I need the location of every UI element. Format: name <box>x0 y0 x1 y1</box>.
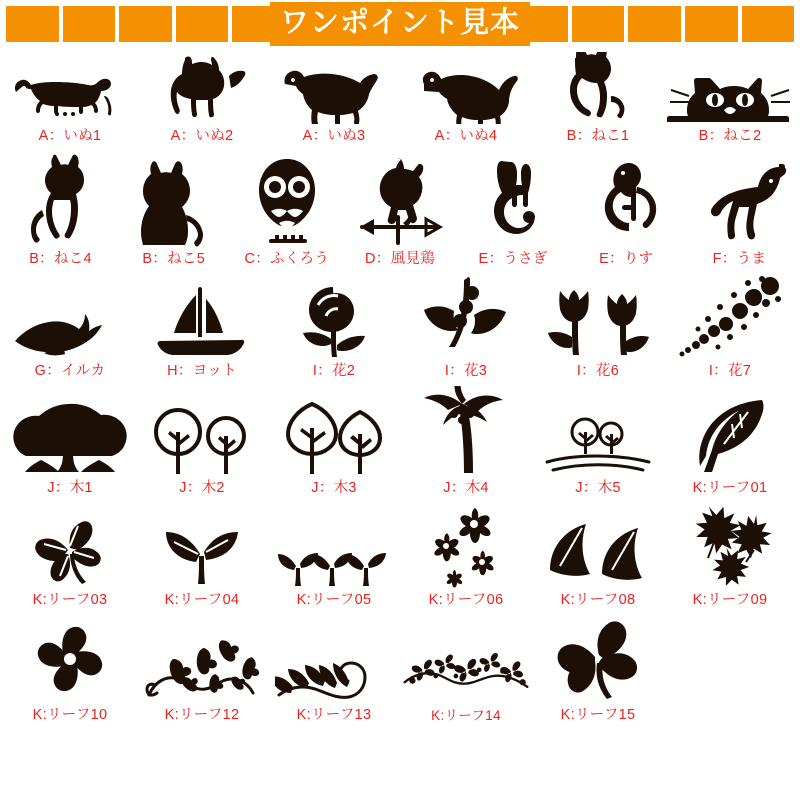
sample-label: E：うさぎ <box>478 250 548 267</box>
sample-cell-retriever[interactable] <box>268 52 400 151</box>
header-block <box>685 6 738 42</box>
sample-cell-tree2[interactable] <box>136 386 268 503</box>
sample-cell-flower7[interactable] <box>664 273 796 386</box>
sample-cell-weather-vane[interactable] <box>343 151 456 274</box>
sample-label: B：ねこ5 <box>142 250 206 267</box>
sample-label: K:リーフ14 <box>431 707 501 723</box>
sample-cell-leaf06[interactable] <box>400 502 532 615</box>
sample-row <box>4 502 796 615</box>
sample-label: J：木3 <box>311 479 357 496</box>
sample-cell-flower2[interactable] <box>268 273 400 386</box>
rose-flower-silhouette-icon <box>268 283 400 359</box>
sample-label: J：木4 <box>443 479 489 496</box>
header-block <box>628 6 681 42</box>
sample-label: A：いぬ2 <box>170 128 234 144</box>
sample-cell-beagle[interactable] <box>400 52 532 151</box>
broadleaf-tree-silhouette-icon <box>4 400 136 476</box>
sample-label: J：木2 <box>179 479 225 496</box>
header-block <box>176 6 229 42</box>
sample-cell-dolphin[interactable] <box>4 273 136 386</box>
sample-cell-leaf05[interactable] <box>268 502 400 615</box>
sample-row <box>4 615 796 730</box>
sample-row <box>4 151 796 274</box>
large-clover-silhouette-icon <box>532 615 664 703</box>
sample-label: I：花6 <box>576 363 620 379</box>
sample-cell-rabbit[interactable] <box>457 151 570 274</box>
leafy-vine-silhouette-icon <box>268 625 400 703</box>
retriever-dog-silhouette-icon <box>268 58 400 124</box>
sample-label: K:リーフ06 <box>428 592 504 608</box>
sample-cell-leaf09[interactable] <box>664 502 796 615</box>
standing-cat-silhouette-icon <box>4 151 117 247</box>
rabbit-silhouette-icon <box>457 155 570 247</box>
sample-label: K:リーフ03 <box>32 592 108 608</box>
scattered-blossoms-silhouette-icon <box>664 273 796 359</box>
sample-label: J：木5 <box>575 479 621 496</box>
sample-cell-cat4[interactable] <box>4 151 117 274</box>
owl-silhouette-icon <box>230 155 343 247</box>
sample-label: K:リーフ09 <box>692 592 768 608</box>
header-block <box>119 6 172 42</box>
sample-label: G：イルカ <box>34 363 106 379</box>
sample-label: I：花7 <box>708 363 752 379</box>
sample-label: I：花2 <box>312 363 356 379</box>
two-tulips-silhouette-icon <box>532 279 664 359</box>
sample-cell-leaf13[interactable] <box>268 615 400 730</box>
sample-cell-leaf12[interactable] <box>136 615 268 730</box>
horse-silhouette-icon <box>683 161 796 247</box>
sample-cell-horse[interactable] <box>683 151 796 274</box>
squirrel-silhouette-icon <box>570 157 683 247</box>
sample-cell-owl[interactable] <box>230 151 343 274</box>
header <box>0 0 800 48</box>
sample-label: E：りす <box>599 250 654 267</box>
clover-vine-border-silhouette-icon <box>400 634 532 704</box>
sample-label: C：ふくろう <box>244 250 330 267</box>
sample-label: K:リーフ15 <box>560 706 636 723</box>
header-block <box>6 6 59 42</box>
sample-row <box>4 52 796 151</box>
sample-cell-leaf04[interactable] <box>136 502 268 615</box>
sample-label: D：風見鶏 <box>365 250 435 267</box>
sample-label: A：いぬ3 <box>302 128 366 144</box>
sample-label: K:リーフ01 <box>692 479 768 496</box>
sailboat-silhouette-icon <box>136 283 268 359</box>
sample-cell-leaf08[interactable] <box>532 502 664 615</box>
sample-cell-tree5[interactable] <box>532 386 664 503</box>
four-leaf-clover-silhouette-icon <box>4 516 136 588</box>
shiba-dog-silhouette-icon <box>136 52 268 124</box>
sample-cell-flower3[interactable] <box>400 273 532 386</box>
dolphin-silhouette-icon <box>4 297 136 359</box>
sample-cell-tree4[interactable] <box>400 386 532 503</box>
sample-cell-leaf15[interactable] <box>532 615 664 730</box>
sample-label: J：木1 <box>47 479 93 496</box>
sprout-silhouette-icon <box>136 526 268 588</box>
sample-cell-cat2[interactable] <box>664 52 796 151</box>
seated-cat-silhouette-icon <box>117 153 230 247</box>
sample-label: K:リーフ05 <box>296 592 372 608</box>
sample-label: K:リーフ10 <box>32 706 108 723</box>
lily-of-the-valley-silhouette-icon <box>400 275 532 359</box>
sample-cell-tree1[interactable] <box>4 386 136 503</box>
beagle-dog-silhouette-icon <box>400 60 532 124</box>
page-title-banner <box>270 2 530 46</box>
heart-clover-silhouette-icon <box>4 617 136 703</box>
two-tall-trees-silhouette-icon <box>268 398 400 476</box>
sample-label: B：ねこ2 <box>698 128 762 144</box>
sample-label: A：いぬ4 <box>434 128 498 144</box>
sample-cell-shiba[interactable] <box>136 52 268 151</box>
sample-label: H：ヨット <box>167 363 237 379</box>
sample-cell-flower6[interactable] <box>532 273 664 386</box>
peeking-cat-face-silhouette-icon <box>664 70 796 124</box>
sample-row <box>4 273 796 386</box>
sample-label: B：ねこ4 <box>29 250 92 267</box>
single-leaf-silhouette-icon <box>664 396 796 476</box>
dachshund-silhouette-icon <box>4 62 136 124</box>
sample-cell-dachshund[interactable] <box>4 52 136 151</box>
ivy-vine-silhouette-icon <box>136 621 268 703</box>
sample-label: K:リーフ13 <box>296 706 372 723</box>
sample-cell-leaf03[interactable] <box>4 502 136 615</box>
sample-label: I：花3 <box>444 363 488 379</box>
sample-cell-leaf10[interactable] <box>4 615 136 730</box>
header-block <box>572 6 625 42</box>
three-sprouts-silhouette-icon <box>268 548 400 588</box>
two-leaves-silhouette-icon <box>532 522 664 588</box>
sample-grid <box>0 48 800 729</box>
sitting-cat-silhouette-icon <box>532 52 664 124</box>
sample-cell-cat1[interactable] <box>532 52 664 151</box>
sample-label: A：いぬ1 <box>38 128 102 144</box>
maple-leaves-silhouette-icon <box>664 502 796 588</box>
sample-label: K:リーフ12 <box>164 706 240 723</box>
sample-label: F：うま <box>712 250 767 267</box>
header-block <box>63 6 116 42</box>
page-title: ワンポイント見本 <box>279 6 521 39</box>
palm-tree-silhouette-icon <box>400 386 532 476</box>
sample-cell-cat5[interactable] <box>117 151 230 274</box>
sample-label: K:リーフ04 <box>164 592 240 608</box>
weather-vane-rooster-icon <box>343 155 456 247</box>
sample-cell-leaf01[interactable] <box>664 386 796 503</box>
sample-cell-yacht[interactable] <box>136 273 268 386</box>
sample-row <box>4 386 796 503</box>
two-round-trees-silhouette-icon <box>136 404 268 476</box>
sample-label: B：ねこ1 <box>566 128 630 144</box>
sample-label: K:リーフ08 <box>560 592 636 608</box>
sample-cell-leaf14[interactable] <box>400 615 532 730</box>
sample-cell-squirrel[interactable] <box>570 151 683 274</box>
sample-cell-tree3[interactable] <box>268 386 400 503</box>
trees-on-hill-silhouette-icon <box>532 416 664 476</box>
sample-cell-empty <box>664 615 796 730</box>
header-block <box>742 6 795 42</box>
flower-cluster-silhouette-icon <box>400 504 532 588</box>
